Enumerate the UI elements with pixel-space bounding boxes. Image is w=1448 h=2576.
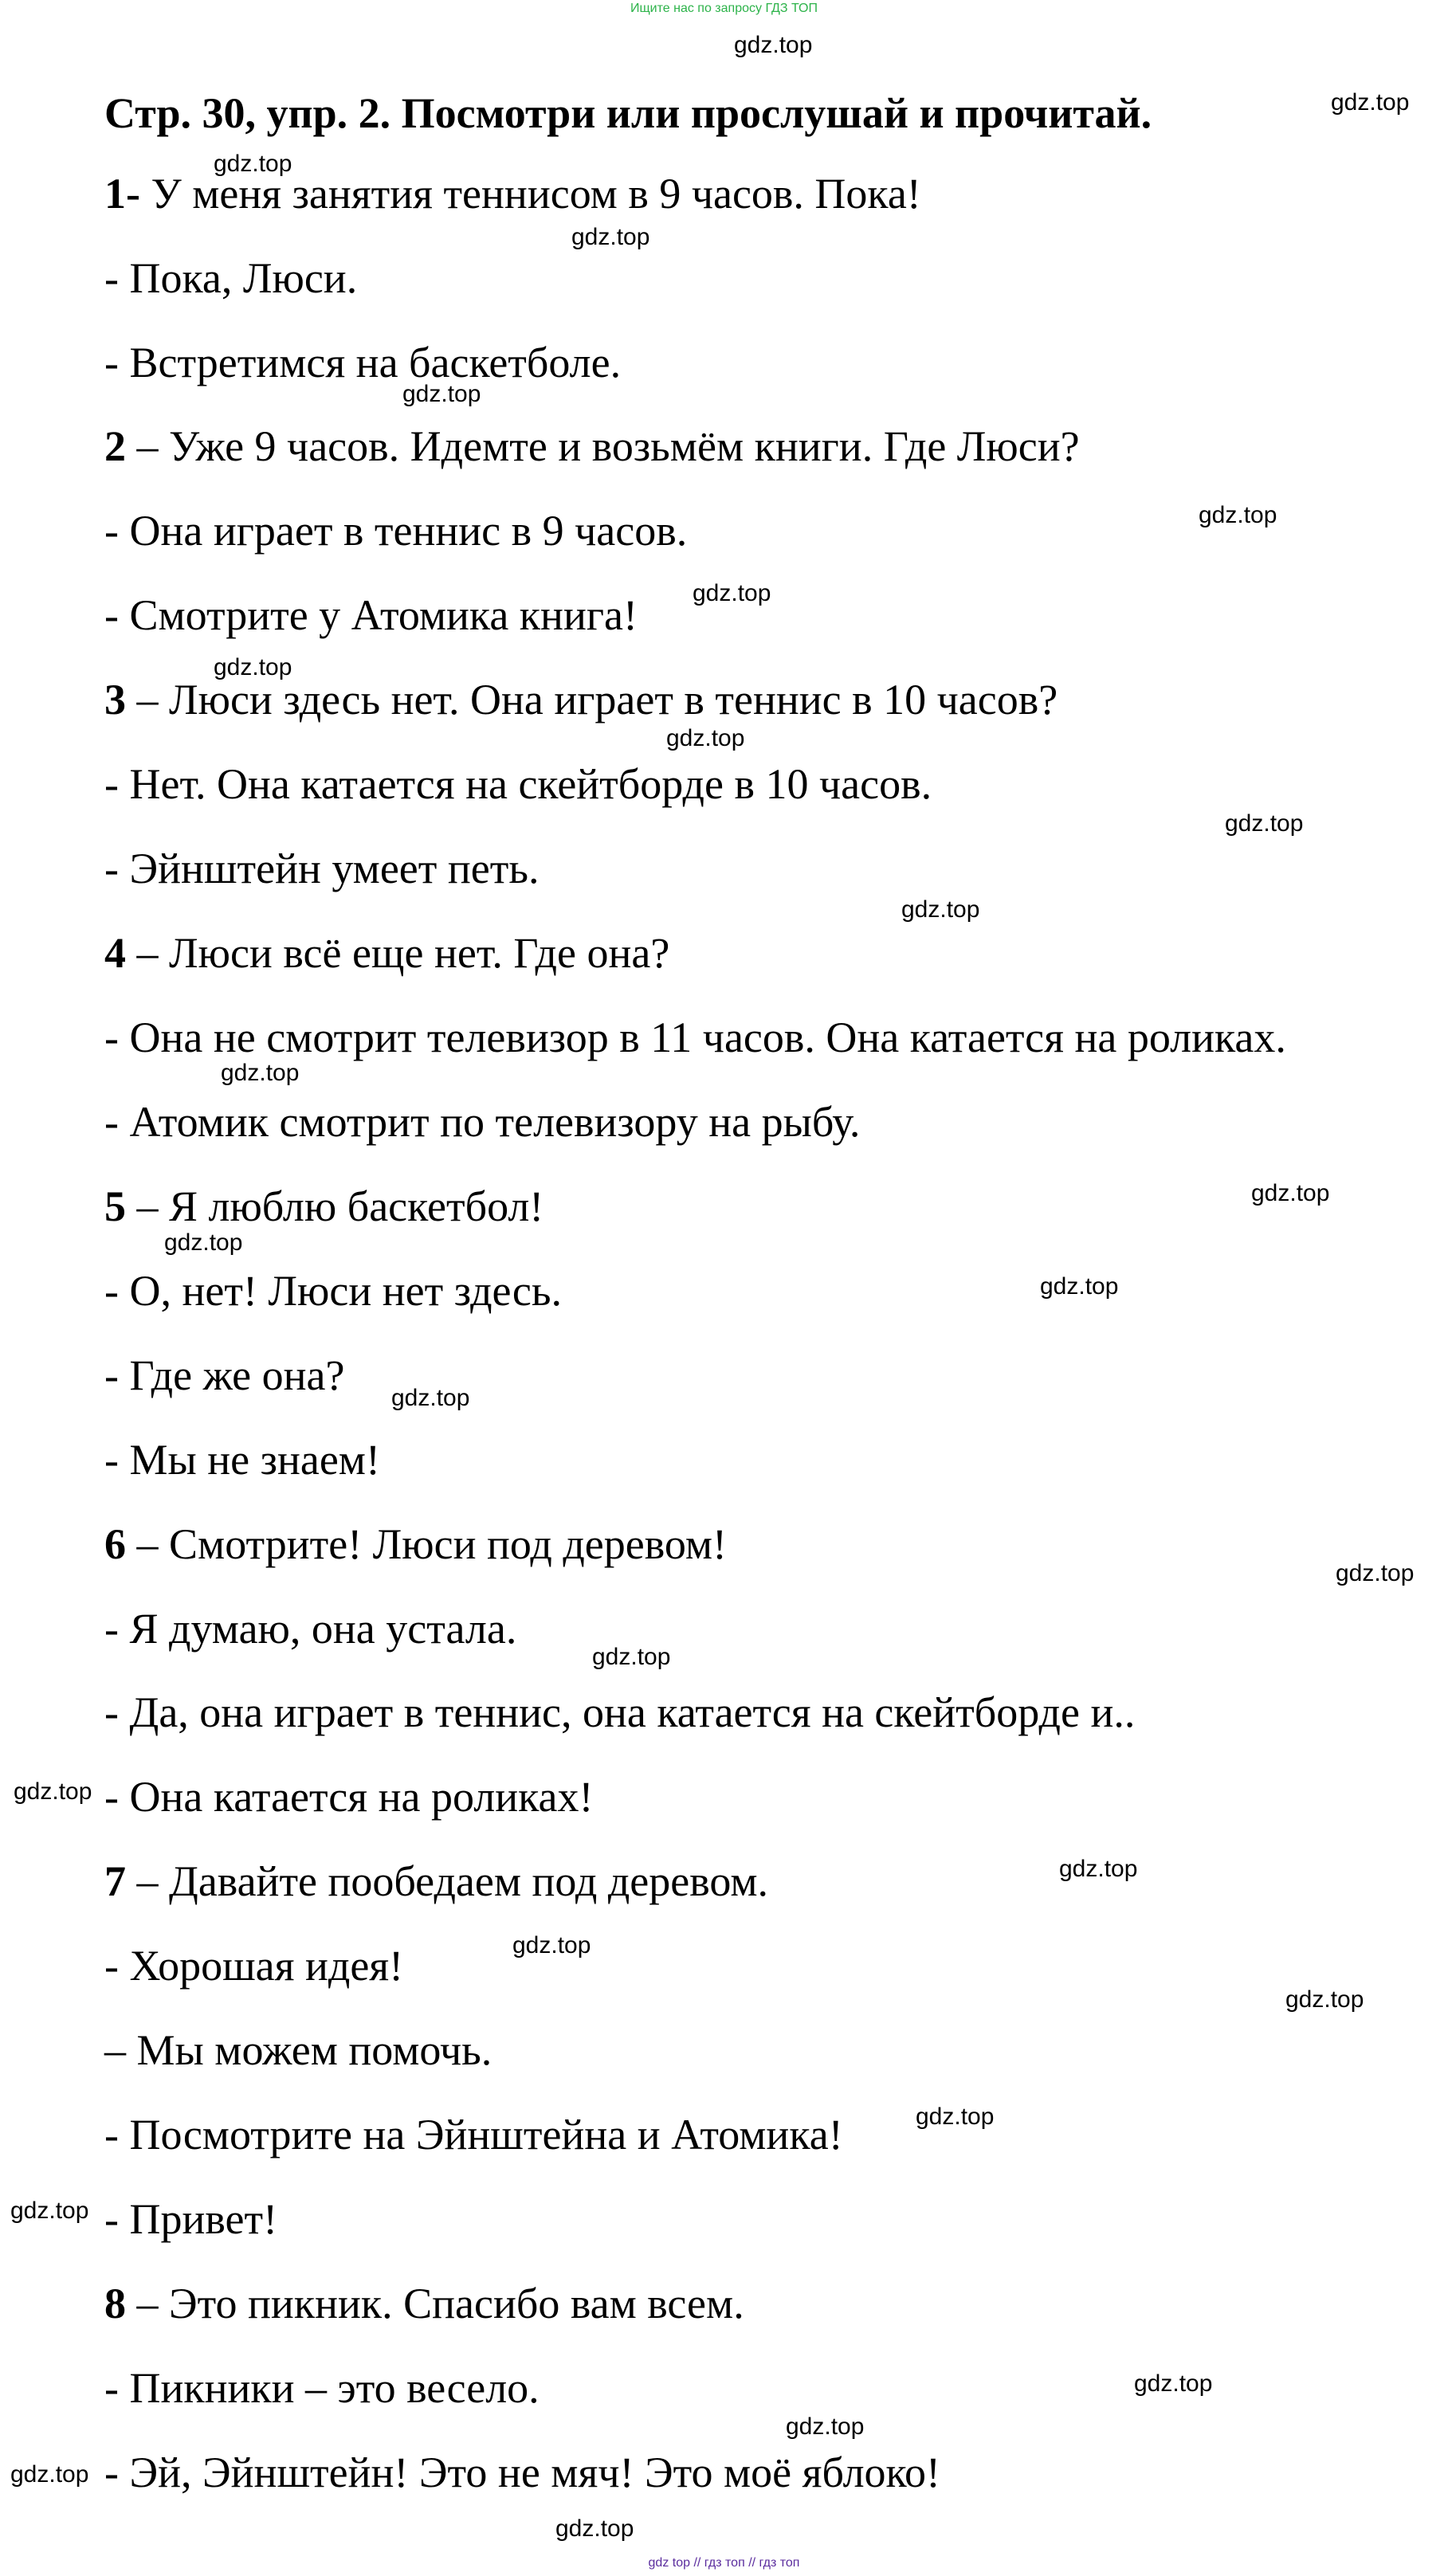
watermark: gdz.top (402, 381, 481, 407)
line-text: - Она не смотрит телевизор в 11 часов. Она катается на роликах. (104, 1014, 1286, 1061)
watermark: gdz.top (666, 725, 745, 751)
line-text: - Где же она? (104, 1351, 345, 1399)
line-text: - Посмотрите на Эйнштейна и Атомика! (104, 2111, 843, 2158)
line-text: – Это пикник. Спасибо вам всем. (126, 2280, 744, 2327)
watermark: gdz.top (1285, 1986, 1364, 2013)
watermark: gdz.top (391, 1385, 470, 1411)
watermark: gdz.top (592, 1644, 671, 1670)
dialogue-line (104, 929, 670, 977)
watermark: gdz.top (1134, 2370, 1213, 2397)
line-text: - Мы не знаем! (104, 1436, 380, 1484)
dialogue-line (104, 1351, 345, 1399)
watermark: gdz.top (10, 2198, 89, 2224)
dialogue-line (104, 1605, 517, 1653)
dialogue-line (104, 341, 621, 384)
line-text: - Она катается на роликах! (104, 1773, 594, 1821)
part-number: 4 (104, 929, 126, 977)
watermark: gdz.top (1251, 1180, 1330, 1206)
dialogue-line (104, 2282, 744, 2325)
line-text: - Встретимся на баскетболе. (104, 339, 622, 386)
watermark: gdz.top (10, 2461, 89, 2488)
dialogue-line (104, 760, 932, 808)
line-text: – Люси здесь нет. Она играет в теннис в 10 часов? (126, 676, 1058, 723)
dialogue-line (104, 2451, 940, 2494)
line-text: – Я люблю баскетбол! (126, 1182, 544, 1230)
line-text: - Хорошая идея! (104, 1942, 404, 1990)
line-text: - Эй, Эйнштейн! Это не мяч! Это моё яблоко! (104, 2449, 941, 2496)
dialogue-line (104, 678, 1058, 721)
dialogue-line (104, 2113, 843, 2156)
line-text: - О, нет! Люси нет здесь. (104, 1267, 562, 1315)
dialogue-line (104, 1520, 727, 1568)
line-text: – Мы можем помочь. (104, 2026, 492, 2074)
line-text: - Нет. Она катается на скейтборде в 10 часов. (104, 760, 932, 808)
watermark: gdz.top (901, 896, 980, 923)
line-text: - Эйнштейн умеет петь. (104, 845, 540, 892)
dialogue-line (104, 1267, 562, 1315)
line-text: – Уже 9 часов. Идемте и возьмём книги. Где Люси? (126, 422, 1080, 470)
dialogue-line (104, 254, 358, 302)
dialogue-line (104, 1182, 544, 1230)
line-text: - Да, она играет в теннис, она катается на скейтборде и.. (104, 1688, 1136, 1736)
watermark: gdz.top (214, 654, 292, 680)
watermark: gdz.top (1199, 502, 1277, 528)
watermark: gdz.top (214, 151, 292, 177)
line-text: - Привет! (104, 2195, 278, 2243)
line-text: – Смотрите! Люси под деревом! (126, 1520, 727, 1568)
part-number: 5 (104, 1182, 126, 1230)
part-number: 1- (104, 170, 140, 218)
dialogue-line (104, 2364, 540, 2412)
watermark: gdz.top (1336, 1560, 1415, 1586)
watermark: gdz.top (1225, 810, 1304, 837)
watermark: gdz.top (916, 2104, 995, 2130)
watermark: gdz.top (1040, 1273, 1119, 1300)
dialogue-line (104, 1857, 769, 1905)
dialogue-line (104, 2026, 492, 2074)
line-text: - Смотрите у Атомика книга! (104, 591, 638, 639)
dialogue-line (104, 1436, 380, 1484)
watermark: gdz.top (221, 1060, 300, 1086)
line-text: – Люси всё еще нет. Где она? (126, 929, 670, 977)
watermark: gdz.top (734, 32, 813, 58)
watermark: gdz.top (1059, 1856, 1138, 1882)
dialogue-line (104, 507, 688, 555)
part-number: 8 (104, 2280, 126, 2327)
footer: gdz top // гдз топ // гдз топ (648, 2556, 800, 2570)
part-number: 3 (104, 676, 126, 723)
dialogue-line (104, 1688, 1136, 1736)
top-notice: Ищите нас по запросу ГДЗ ТОП (630, 2, 818, 15)
line-text: - Атомик смотрит по телевизору на рыбу. (104, 1098, 861, 1146)
line-text: - Она играет в теннис в 9 часов. (104, 507, 688, 555)
page-title: Стр. 30, упр. 2. Посмотри или прослушай и прочитай. (104, 89, 1152, 137)
watermark: gdz.top (786, 2413, 865, 2440)
line-text: – Давайте пообедаем под деревом. (126, 1857, 769, 1905)
dialogue-line (104, 1942, 404, 1990)
dialogue-line (104, 422, 1080, 470)
dialogue-line (104, 1016, 1286, 1059)
dialogue-line (104, 170, 921, 218)
line-text: У меня занятия теннисом в 9 часов. Пока! (139, 170, 921, 218)
part-number: 7 (104, 1857, 126, 1905)
part-number: 2 (104, 422, 126, 470)
dialogue-line (104, 1773, 594, 1821)
dialogue-line (104, 591, 638, 639)
dialogue-line (104, 2195, 278, 2243)
watermark: gdz.top (164, 1229, 243, 1256)
part-number: 6 (104, 1520, 126, 1568)
watermark: gdz.top (555, 2515, 634, 2542)
line-text: - Пикники – это весело. (104, 2364, 540, 2412)
watermark: gdz.top (512, 1932, 591, 1958)
dialogue-line (104, 1098, 861, 1146)
watermark: gdz.top (14, 1778, 92, 1805)
dialogue-line (104, 847, 539, 890)
line-text: - Я думаю, она устала. (104, 1605, 517, 1653)
watermark: gdz.top (693, 580, 771, 606)
line-text: - Пока, Люси. (104, 254, 358, 302)
watermark: gdz.top (571, 224, 650, 250)
watermark: gdz.top (1331, 89, 1410, 116)
